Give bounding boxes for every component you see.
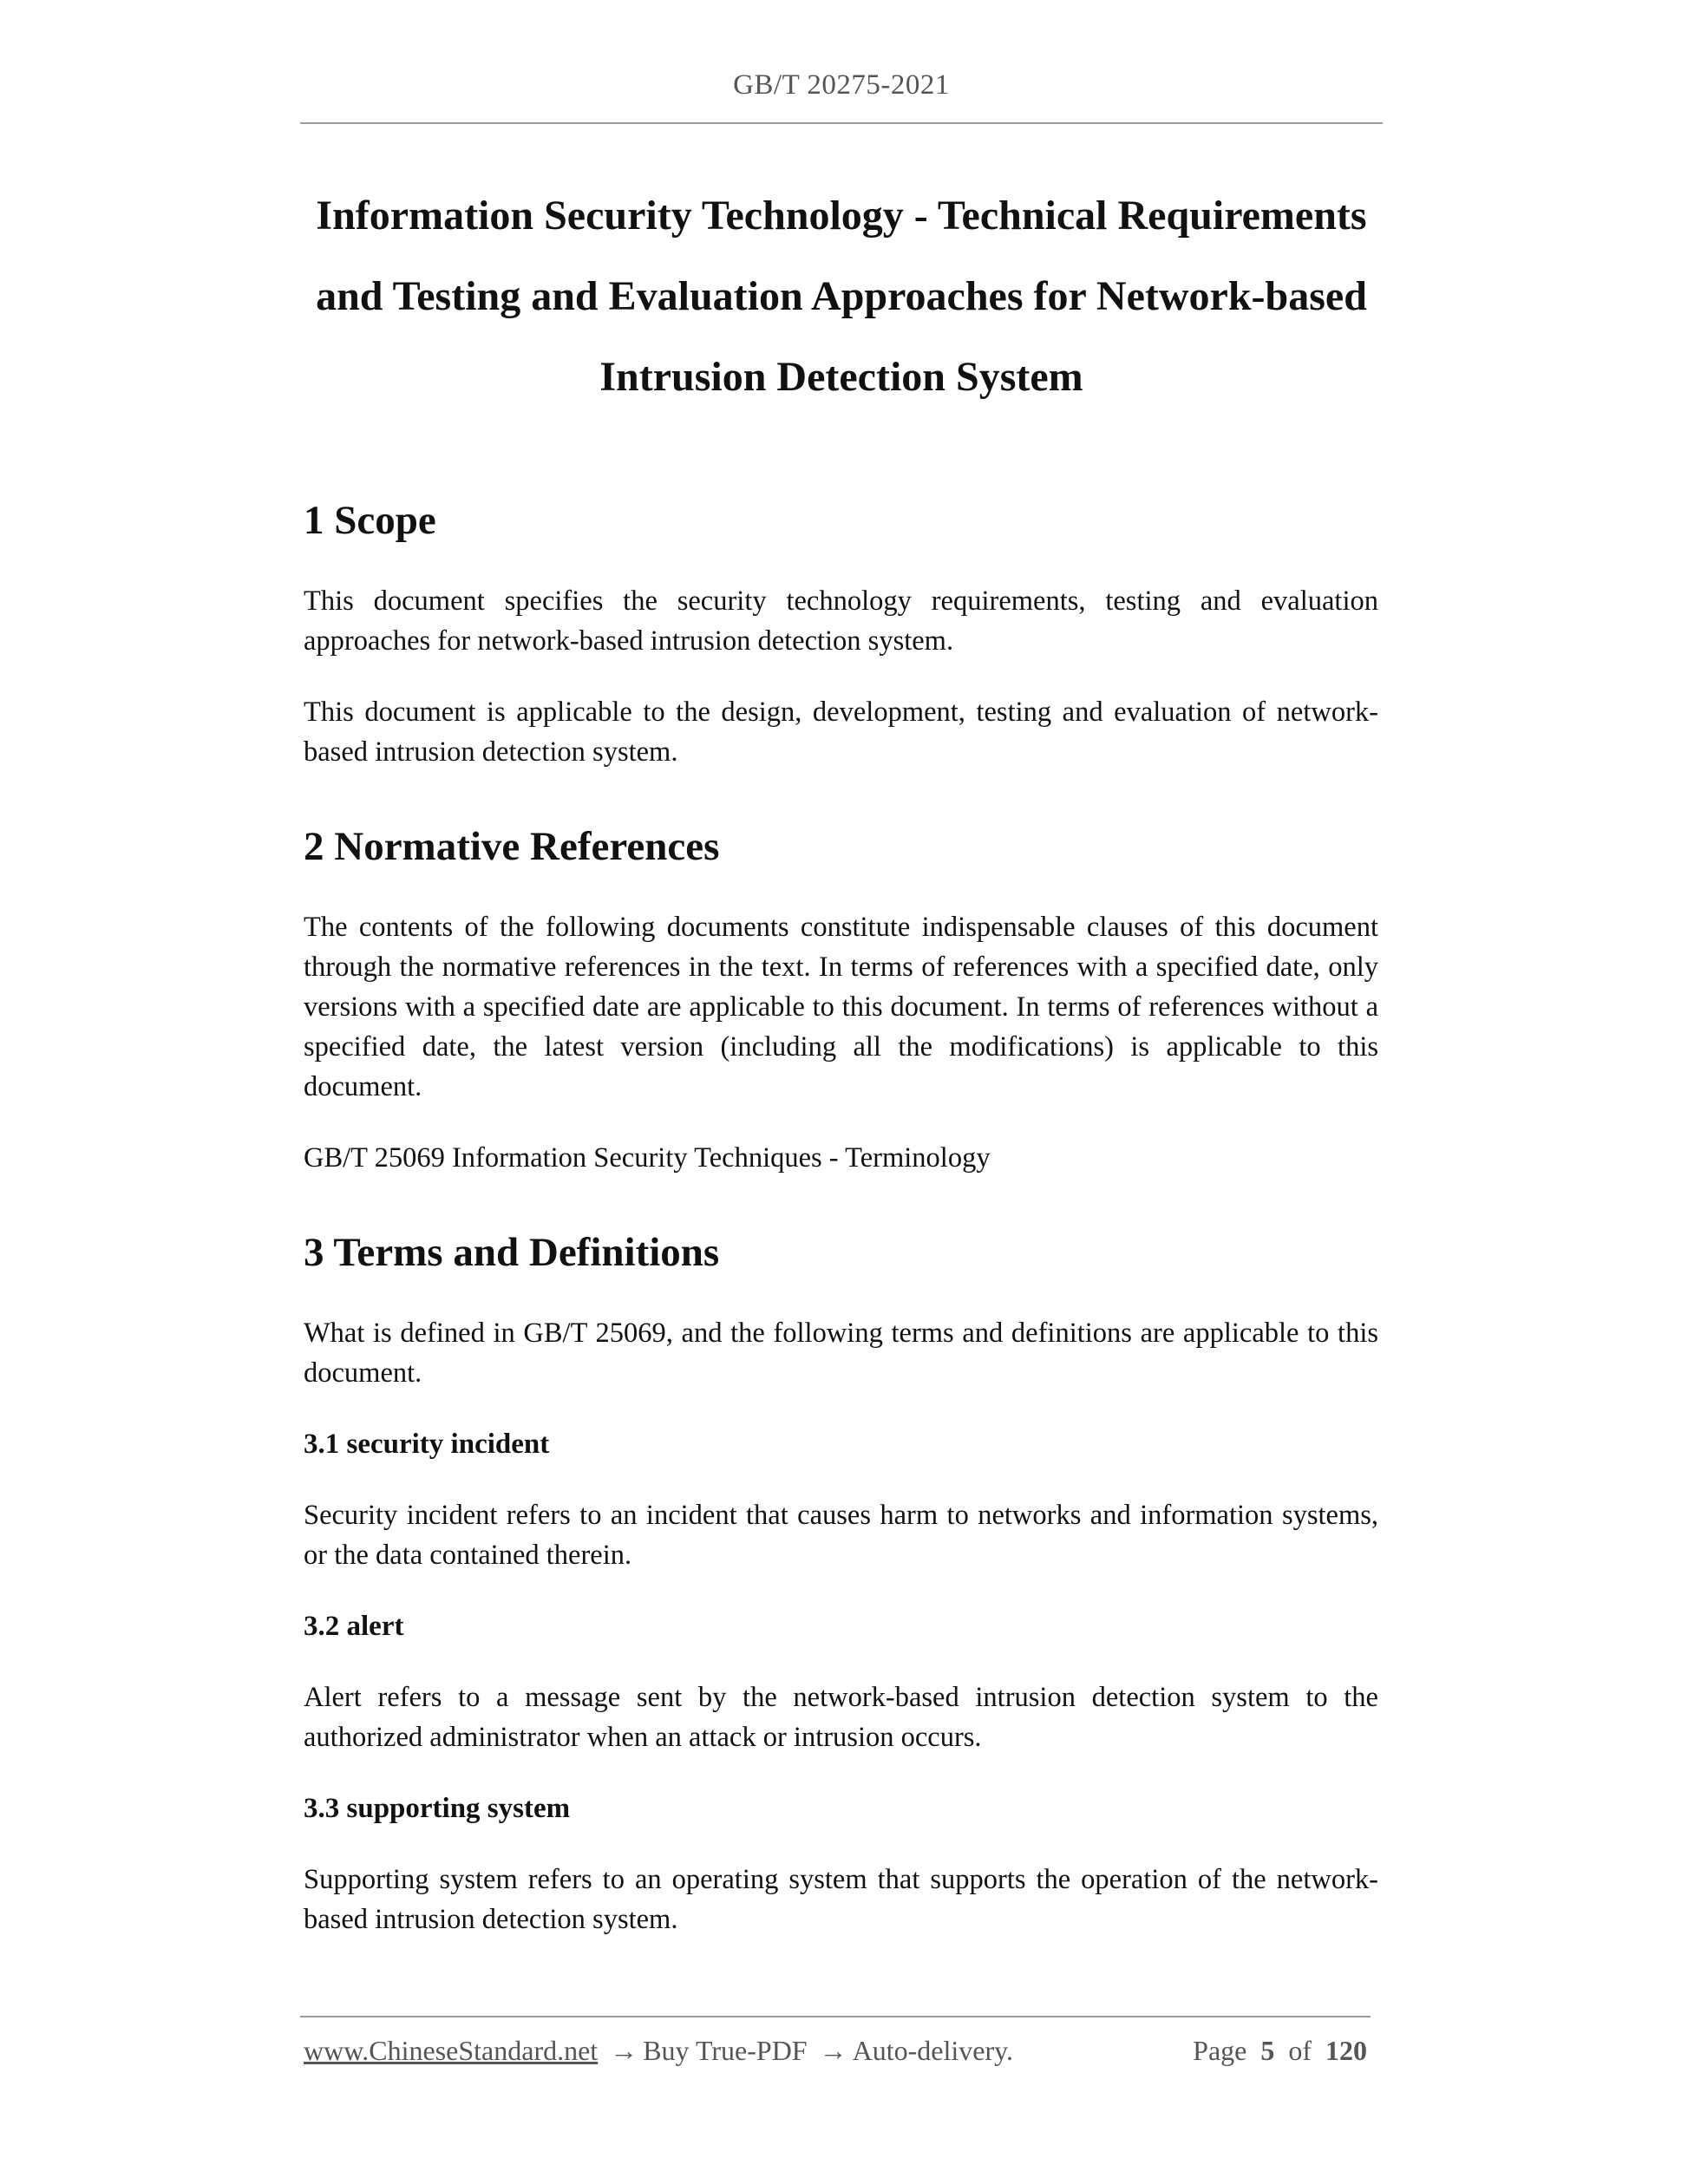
title-line-1: Information Security Technology - Technical Requirements [316,193,1367,239]
footer-promo [304,2035,1013,2067]
term-definition: Security incident refers to an incident that causes harm to networks and information systems, or the data contained therein. [304,1500,1378,1571]
of-label: of [1288,2035,1312,2066]
scope-paragraph-2: This document is applicable to the design, development, testing and evaluation of network-based intrusion detection system. [304,696,1378,768]
title-line-2: and Testing and Evaluation Approaches for Network-based [316,273,1367,319]
document-code-header: GB/T 20275-2021 [733,69,950,101]
document-body [304,494,1378,1939]
website-link[interactable]: www.ChineseStandard.net [304,2035,599,2066]
normative-reference-item: GB/T 25069 Information Security Techniques - Terminology [304,1142,991,1174]
section-heading-terms-definitions: 3 Terms and Definitions [304,1230,720,1275]
document-title [300,175,1383,417]
auto-delivery-text: Auto-delivery. [852,2035,1014,2066]
page-label: Page [1193,2035,1247,2066]
arrow-right-icon: → [819,2035,847,2066]
page-number-indicator [1193,2035,1367,2067]
terms-intro-paragraph: What is defined in GB/T 25069, and the following terms and definitions are applicable to this document. [304,1318,1378,1389]
section-heading-normative-references: 2 Normative References [304,824,720,869]
section-heading-scope: 1 Scope [304,498,436,543]
current-page-number: 5 [1260,2035,1275,2066]
arrow-right-icon: → [610,2035,638,2066]
header-divider [300,122,1383,124]
title-line-3: Intrusion Detection System [599,354,1083,400]
term-definition: Supporting system refers to an operating system that supports the operation of the network-based intrusion detection system. [304,1864,1378,1935]
normative-paragraph: The contents of the following documents constitute indispensable clauses of this document through the normative references in the text. In terms of references with a specified date, only versions with a specified date are applicable to this document. In terms of references without a specified date, the latest version (including all the modifications) is applicable to this document. [304,912,1378,1102]
term-definition: Alert refers to a message sent by the network-based intrusion detection system to the authorized administrator when an attack or intrusion occurs. [304,1682,1378,1753]
term-heading: 3.3 supporting system [304,1793,571,1824]
scope-paragraph-1: This document specifies the security technology requirements, testing and evaluation approaches for network-based intrusion detection system. [304,585,1378,657]
total-page-count: 120 [1325,2035,1367,2066]
buy-true-pdf-text: Buy True-PDF [643,2035,808,2066]
term-heading: 3.1 security incident [304,1429,550,1460]
term-heading: 3.2 alert [304,1611,404,1642]
footer-divider [300,2016,1371,2017]
